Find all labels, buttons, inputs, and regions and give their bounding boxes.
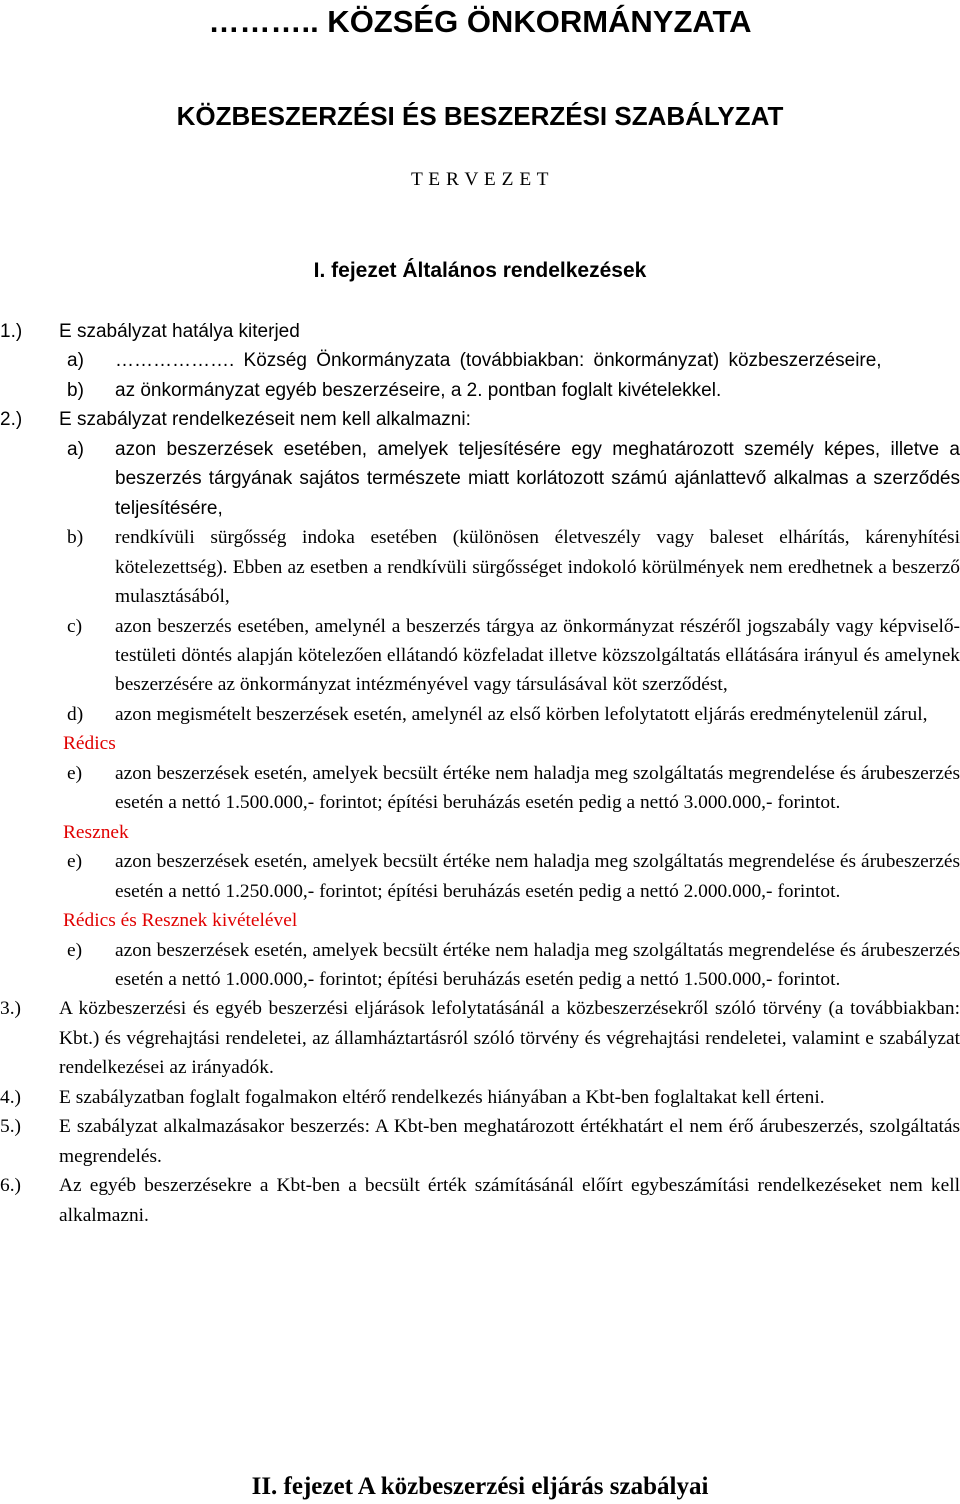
- section-1: [0, 317, 960, 346]
- section-2-item-b: [0, 523, 960, 611]
- section-3-number: 3.): [0, 998, 22, 1020]
- item-text: rendkívüli sürgősség indoka esetében (különösen életveszély vagy baleset elhárítás, kárenyhítési kötelezettség). Ebben az esetben a rendkívüli sürgősséget indokoló körülmények nem eredhetnek a beszerző mulasztásából,: [115, 527, 960, 608]
- section-4-text: E szabályzatban foglalt fogalmakon eltérő rendelkezés hiányában a Kbt-ben foglaltakat kell érteni.: [59, 1086, 825, 1108]
- section-6: [0, 1171, 960, 1230]
- page-title: ……….. KÖZSÉG ÖNKORMÁNYZATA: [208, 4, 752, 39]
- section-5-text: E szabályzat alkalmazásakor beszerzés: A Kbt-ben meghatározott értékhatárt el nem érő árubeszerzés, szolgáltatás megrendelés.: [59, 1116, 960, 1167]
- document-subtitle: KÖZBESZERZÉSI ÉS BESZERZÉSI SZABÁLYZAT: [176, 101, 784, 131]
- section-1-item-b: [0, 376, 960, 405]
- section-2: [0, 405, 960, 434]
- item-label: b): [67, 527, 84, 549]
- item-text: azon beszerzések esetén, amelyek becsült értéke nem haladja meg szolgáltatás megrendelése és árubeszerzés esetén a nettó 1.500.000,- forintot; építési beruházás esetén pedig a nettó 3.000.000,- forintot.: [115, 762, 960, 814]
- item-text: ………………. Község Önkormányzata (továbbiakban: önkormányzat) közbeszerzéseire,: [115, 350, 882, 372]
- section-1-number: 1.): [0, 321, 23, 342]
- variant-heading-resznek: Resznek: [63, 821, 129, 843]
- section-3-text: A közbeszerzési és egyéb beszerzési eljárások lefolytatásánál a közbeszerzésekről szóló törvény (a továbbiakban: Kbt.) és végrehajtási rendeletei, az államháztartásról szóló törvény és végrehajtási rendeletei, valamint e szabályzat rendelkezései az irányadók.: [59, 998, 960, 1079]
- item-label: b): [67, 379, 84, 401]
- item-text: azon beszerzések esetén, amelyek becsült értéke nem haladja meg szolgáltatás megrendelése és árubeszerzés esetén a nettó 1.000.000,- forintot; építési beruházás esetén pedig a nettó 1.500.000,- forintot.: [115, 939, 960, 990]
- item-text: azon megismételt beszerzések esetén, amelynél az első körben lefolytatott eljárás eredménytelenül zárul,: [115, 703, 928, 725]
- item-label: a): [67, 350, 84, 372]
- section-2-item-e-resznek: [0, 847, 960, 906]
- section-1-text: E szabályzat hatálya kiterjed: [59, 321, 300, 342]
- section-4: [0, 1083, 960, 1112]
- variant-heading-redics: Rédics: [63, 733, 116, 755]
- section-4-number: 4.): [0, 1086, 22, 1108]
- item-text: azon beszerzés esetében, amelynél a beszerzés tárgya az önkormányzat részéről jogszabály vagy képviselő-testületi döntés alapján kötelezően ellátandó közfeladat illetve közszolgáltatás ellátására irányul és amelynek beszerzésére az önkormányzat intézményével vagy társulásával köt szerződést,: [115, 615, 960, 696]
- item-label: e): [67, 851, 83, 873]
- variant-heading-others: Rédics és Resznek kivételével: [63, 910, 298, 932]
- document-body: [0, 317, 960, 1230]
- section-2-number: 2.): [0, 409, 23, 431]
- section-5-number: 5.): [0, 1116, 22, 1138]
- section-6-number: 6.): [0, 1175, 22, 1197]
- section-2-item-c: [0, 612, 960, 700]
- section-2-item-d: [0, 700, 960, 729]
- item-text: azon beszerzések esetében, amelyek teljesítésére egy meghatározott személy képes, illetve a beszerzés tárgyának sajátos természete miatt korlátozott számú ajánlattevő alkalmas a szerződés teljesítésére,: [115, 438, 960, 519]
- section-2-item-e-others: [0, 936, 960, 995]
- section-2-item-a: [0, 435, 960, 523]
- section-2-item-e-redics: [0, 759, 960, 818]
- item-label: c): [67, 615, 83, 637]
- section-2-text: E szabályzat rendelkezéseit nem kell alkalmazni:: [59, 409, 471, 431]
- item-label: e): [67, 762, 83, 784]
- item-label: a): [67, 438, 84, 460]
- item-label: e): [67, 939, 83, 961]
- section-5: [0, 1112, 960, 1171]
- item-text: az önkormányzat egyéb beszerzéseire, a 2. pontban foglalt kivételekkel.: [115, 379, 722, 401]
- item-label: d): [67, 703, 84, 725]
- item-text: azon beszerzések esetén, amelyek becsült értéke nem haladja meg szolgáltatás megrendelése és árubeszerzés esetén a nettó 1.250.000,- forintot; építési beruházás esetén pedig a nettó 2.000.000,- forintot.: [115, 851, 960, 902]
- chapter-1-heading: I. fejezet Általános rendelkezések: [313, 259, 647, 282]
- chapter-2-heading: II. fejezet A közbeszerzési eljárás szabályai: [251, 1473, 709, 1500]
- section-3: [0, 994, 960, 1082]
- draft-label: T E R V E Z E T: [410, 169, 550, 190]
- section-1-item-a: [0, 346, 960, 375]
- section-6-text: Az egyéb beszerzésekre a Kbt-ben a becsült érték számításánál előírt egybeszámítási rendelkezéseket nem kell alkalmazni.: [59, 1175, 960, 1226]
